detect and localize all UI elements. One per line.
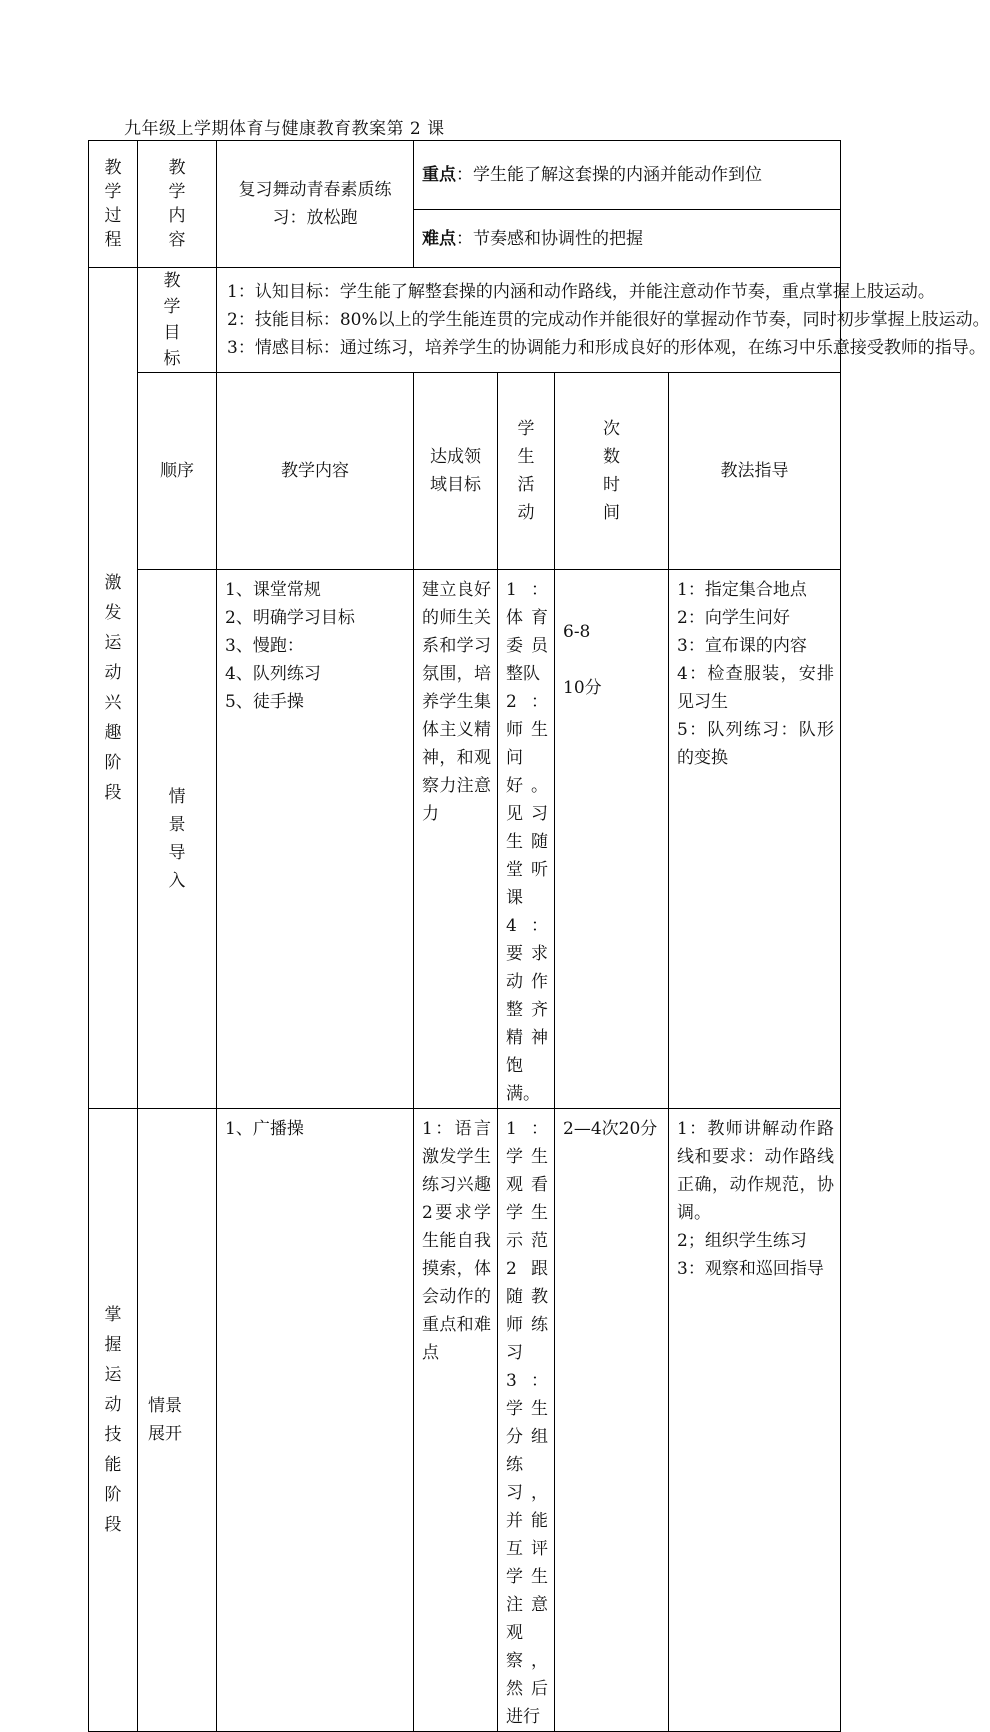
- col-content: [217, 373, 414, 570]
- stage-2-activity-cell: [498, 1109, 555, 1732]
- content-item: 3、慢跑：: [225, 636, 304, 656]
- process-label: 教学过程: [104, 158, 122, 250]
- method-item: 2：向学生问好: [677, 608, 790, 628]
- col-content-label: 教学内容: [281, 461, 349, 481]
- difficulty-label: 难点: [422, 228, 456, 249]
- key-point-cell: [414, 141, 841, 210]
- method-item: 2；组织学生练习: [677, 1231, 807, 1251]
- stage-1-content-cell: [217, 570, 414, 1109]
- content-item: 5、徒手操: [225, 692, 304, 712]
- col-method: [669, 373, 841, 570]
- activity-item: 4：要求动作整齐精神饱满。: [506, 916, 548, 1104]
- col-time: [555, 373, 669, 570]
- stage-1-activity-cell: [498, 570, 555, 1109]
- method-item: 5：队列练习：队形的变换: [677, 720, 834, 768]
- time-item: [563, 646, 662, 674]
- method-item: 4：检查服装，安排见习生: [677, 664, 834, 712]
- key-point-text: ：学生能了解这套操的内涵并能动作到位: [456, 165, 762, 185]
- stage-2-name-cell: [89, 1109, 138, 1732]
- time-item: 6-8: [563, 622, 591, 642]
- page-title: 九年级上学期体育与健康教育教案第 2 课: [124, 119, 445, 139]
- content-text: 复习舞动青春素质练习：放松跑: [238, 180, 392, 228]
- difficulty-text: ：节奏感和协调性的把握: [456, 228, 643, 249]
- method-item: 1：教师讲解动作路线和要求：动作路线正确，动作规范，协调。: [677, 1119, 834, 1223]
- stage-2-order-cell: [138, 1109, 217, 1732]
- stage-1-target-cell: [414, 570, 498, 1109]
- goals-label-cell: [138, 268, 217, 373]
- goal-item: 2：技能目标：80%以上的学生能连贯的完成动作并能很好的掌握动作节奏，同时初步掌握上肢运动。: [227, 310, 990, 330]
- content-text-cell: [217, 141, 414, 268]
- goals-label: 教学目标: [163, 271, 191, 369]
- col-activity-label: 学生活动: [517, 419, 535, 523]
- method-item: 1：指定集合地点: [677, 580, 807, 600]
- content-label-cell: [138, 141, 217, 268]
- method-item: 3：宣布课的内容: [677, 636, 807, 656]
- col-method-label: 教法指导: [720, 461, 789, 481]
- stage-2-time-cell: [555, 1109, 669, 1732]
- stage-1-target: 建立良好的师生关系和学习氛围，培养学生集体主义精神，和观察力注意力: [422, 580, 491, 824]
- content-label: 教学内容: [168, 158, 186, 250]
- method-item: 3：观察和巡回指导: [677, 1259, 824, 1279]
- content-item: 2、明确学习目标: [225, 608, 355, 628]
- goals-cell: [217, 268, 990, 373]
- stage-1-name: 激发运动兴趣阶段: [104, 573, 122, 803]
- process-label-cell: [89, 141, 138, 268]
- stage-1-time-cell: [555, 570, 669, 1109]
- col-order-label: 顺序: [160, 461, 194, 481]
- goal-item: 1：认知目标：学生能了解整套操的内涵和动作路线，并能注意动作节奏，重点掌握上肢运动。: [227, 282, 935, 302]
- content-item: 1、广播操: [225, 1119, 304, 1139]
- time-item: 10分: [563, 678, 602, 698]
- col-order: [138, 373, 217, 570]
- activity-item: 3：学生分组练习，并能互评学生注意观察，然后进行: [506, 1371, 548, 1727]
- stage-2-content-cell: [217, 1109, 414, 1732]
- activity-item: 1：体育委员整队: [506, 580, 548, 684]
- col-time-label: 次数时间: [603, 419, 620, 523]
- stage-2-name: 掌握运动技能阶段: [104, 1305, 122, 1535]
- activity-item: 1：学生观看学生示范 2跟随教师练习: [506, 1119, 548, 1363]
- col-activity: [498, 373, 555, 570]
- content-item: 1、课堂常规: [225, 580, 321, 600]
- content-item: 4、队列练习: [225, 664, 321, 684]
- stage-1-name-cell: [89, 268, 138, 1109]
- stage-1-order: 情景导入: [168, 787, 186, 891]
- time-item: 2—4次20分: [563, 1119, 658, 1139]
- stage-2-target-cell: [414, 1109, 498, 1732]
- activity-item: 2：师生问好。见习生随堂听课: [506, 692, 548, 908]
- lesson-plan-table: [88, 140, 990, 1732]
- difficulty-cell: [414, 210, 841, 268]
- stage-2-order: 情景展开: [148, 1396, 182, 1444]
- col-target: [414, 373, 498, 570]
- col-target-label: 达成领域目标: [430, 447, 481, 495]
- stage-2-method-cell: [669, 1109, 841, 1732]
- stage-2-target: 1：语言激发学生练习兴趣 2要求学生能自我摸索，体会动作的重点和难点: [422, 1119, 491, 1363]
- stage-1-method-cell: [669, 570, 841, 1109]
- stage-1-order-cell: [138, 570, 217, 1109]
- goal-item: 3：情感目标：通过练习，培养学生的协调能力和形成良好的形体观，在练习中乐意接受教师的指导。: [227, 338, 986, 358]
- key-point-label: 重点: [422, 165, 456, 185]
